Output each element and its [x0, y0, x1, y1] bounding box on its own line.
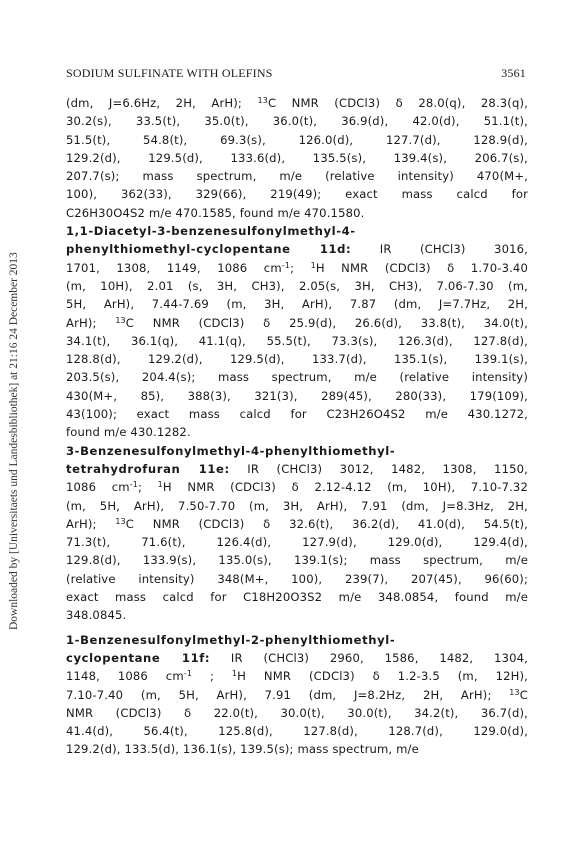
superscript: -1	[129, 480, 138, 490]
text-segment: 129.2(d), 133.5(d), 136.1(s), 139.5(s); mass spectrum, m/e	[66, 742, 419, 757]
text-segment: C NMR (CDCl3) δ 32.6(t), 36.2(d), 41.0(d), 54.5(t),	[125, 516, 529, 531]
text-line	[66, 551, 528, 569]
text-line	[66, 570, 528, 588]
text-segment: 30.2(s), 33.5(t), 35.0(t), 36.0(t), 36.9(d), 42.0(d), 51.1(t),	[66, 114, 528, 129]
text-segment: exact mass calcd for C18H20O3S2 m/e 348.0854, found m/e	[66, 590, 528, 605]
text-line	[66, 185, 528, 203]
text-line	[66, 442, 528, 460]
superscript: 13	[115, 516, 126, 526]
text-segment: NMR (CDCl3) δ 22.0(t), 30.0(t), 30.0(t), 34.2(t), 36.7(d),	[66, 705, 528, 720]
text-segment: C NMR (CDCl3) δ 25.9(d), 26.6(d), 33.8(t), 34.0(t),	[125, 315, 529, 330]
text-segment: ;	[137, 480, 158, 495]
text-segment: C	[519, 687, 528, 702]
text-segment: 41.4(d), 56.4(t), 125.8(d), 127.8(d), 128.7(d), 129.0(d),	[66, 724, 528, 739]
text-line	[66, 314, 528, 332]
text-line	[66, 722, 528, 740]
text-segment: 348.0845.	[66, 608, 127, 623]
superscript: 13	[115, 315, 126, 325]
text-segment: 207.7(s); mass spectrum, m/e (relative intensity) 470(M+,	[66, 169, 528, 184]
text-segment: 129.2(d), 129.5(d), 133.6(d), 135.5(s), 139.4(s), 206.7(s),	[66, 150, 528, 165]
text-segment: 129.8(d), 133.9(s), 135.0(s), 139.1(s); mass spectrum, m/e	[66, 553, 528, 568]
text-line	[66, 533, 528, 551]
download-notice: Downloaded by [Universitaets und Landesbibliothek] at 21:16 24 December 2013	[8, 252, 20, 630]
text-segment: (m, 5H, ArH), 7.50-7.70 (m, 3H, ArH), 7.91 (dm, J=8.3Hz, 2H,	[66, 498, 528, 513]
compound-name: 3-Benzenesulfonylmethyl-4-phenylthiomethyl-	[66, 443, 396, 458]
text-segment: IR (CHCl3) 2960, 1586, 1482, 1304,	[210, 650, 528, 665]
text-segment: (m, 10H), 2.01 (s, 3H, CH3), 2.05(s, 3H, CH3), 7.06-7.30 (m,	[66, 278, 528, 293]
text-line	[66, 423, 528, 441]
page-number: 3561	[501, 66, 526, 80]
compound-name: 1,1-Diacetyl-3-benzenesulfonylmethyl-4-	[66, 224, 356, 239]
text-segment: ;	[290, 260, 311, 275]
text-line	[66, 631, 528, 649]
text-line	[66, 387, 528, 405]
text-line	[66, 497, 528, 515]
compound-name: cyclopentane 11f:	[66, 650, 211, 665]
running-title: SODIUM SULFINATE WITH OLEFINS	[66, 66, 273, 80]
text-line	[66, 295, 528, 313]
text-line	[66, 740, 528, 758]
text-segment: C NMR (CDCl3) δ 28.0(q), 28.3(q),	[267, 96, 528, 110]
text-line	[66, 259, 528, 277]
text-segment: 51.5(t), 54.8(t), 69.3(s), 126.0(d), 127.7(d), 128.9(d),	[66, 132, 528, 147]
text-line	[66, 515, 528, 533]
text-line	[66, 149, 528, 167]
text-segment: C26H30O4S2 m/e 470.1585, found m/e 470.1580.	[66, 205, 365, 220]
experimental-text	[66, 94, 528, 759]
text-line	[66, 350, 528, 368]
superscript: 13	[509, 687, 520, 697]
text-segment: 1086 cm	[66, 480, 130, 495]
text-segment: 43(100); exact mass calcd for C23H26O4S2 m/e 430.1272,	[66, 407, 528, 422]
text-segment: 430(M+, 85), 388(3), 321(3), 289(45), 280(33), 179(109),	[66, 388, 528, 403]
text-segment: H NMR (CDCl3) δ 2.12-4.12 (m, 10H), 7.10-7.32	[162, 480, 528, 495]
text-line	[66, 405, 528, 423]
compound-name: 1-Benzenesulfonylmethyl-2-phenylthiomethyl-	[66, 632, 396, 647]
text-line	[66, 240, 528, 258]
text-segment: H NMR (CDCl3) δ 1.2-3.5 (m, 12H),	[237, 669, 529, 684]
text-line	[66, 277, 528, 295]
text-segment: 203.5(s), 204.4(s); mass spectrum, m/e (relative intensity)	[66, 370, 528, 385]
text-line	[66, 204, 528, 222]
text-segment: ;	[192, 669, 232, 684]
superscript: 13	[257, 96, 268, 105]
text-line	[66, 167, 528, 185]
text-segment: 71.3(t), 71.6(t), 126.4(d), 127.9(d), 129.0(d), 129.4(d),	[66, 535, 528, 550]
superscript: 1	[310, 260, 316, 270]
text-line	[66, 606, 528, 624]
text-segment: H NMR (CDCl3) δ 1.70-3.40	[315, 260, 528, 275]
text-segment: (relative intensity) 348(M+, 100), 239(7), 207(45), 96(60);	[66, 571, 528, 586]
text-segment: ArH);	[66, 315, 116, 330]
text-line	[66, 649, 528, 667]
text-segment: 34.1(t), 36.1(q), 41.1(q), 55.5(t), 73.3(s), 126.3(d), 127.8(d),	[66, 333, 528, 348]
text-segment: ArH);	[66, 516, 116, 531]
text-line	[66, 222, 528, 240]
text-segment: 7.10-7.40 (m, 5H, ArH), 7.91 (dm, J=8.2Hz, 2H, ArH);	[66, 687, 510, 702]
text-line	[66, 588, 528, 606]
text-line	[66, 332, 528, 350]
text-line	[66, 131, 528, 149]
text-segment: 1148, 1086 cm	[66, 669, 184, 684]
text-line	[66, 112, 528, 130]
text-segment: 100), 362(33), 329(66), 219(49); exact mass calcd for	[66, 187, 528, 202]
text-segment: IR (CHCl3) 3012, 1482, 1308, 1150,	[229, 461, 528, 476]
text-segment: (dm, J=6.6Hz, 2H, ArH);	[66, 96, 258, 110]
text-line	[66, 368, 528, 386]
superscript: -1	[183, 669, 193, 679]
text-segment: found m/e 430.1282.	[66, 425, 191, 440]
text-line	[66, 667, 528, 685]
text-line	[66, 478, 528, 496]
compound-name: phenylthiomethyl-cyclopentane 11d:	[66, 242, 352, 257]
text-segment: 5H, ArH), 7.44-7.69 (m, 3H, ArH), 7.87 (dm, J=7.7Hz, 2H,	[66, 297, 528, 312]
text-segment: 1701, 1308, 1149, 1086 cm	[66, 260, 282, 275]
text-line	[66, 94, 528, 112]
text-line	[66, 704, 528, 722]
text-segment: 128.8(d), 129.2(d), 129.5(d), 133.7(d), 135.1(s), 139.1(s),	[66, 352, 528, 367]
superscript: -1	[281, 260, 291, 270]
text-line	[66, 686, 528, 704]
superscript: 1	[231, 669, 238, 679]
compound-name: tetrahydrofuran 11e:	[66, 461, 230, 476]
text-line	[66, 460, 528, 478]
text-segment: IR (CHCl3) 3016,	[351, 242, 528, 257]
superscript: 1	[157, 480, 163, 490]
